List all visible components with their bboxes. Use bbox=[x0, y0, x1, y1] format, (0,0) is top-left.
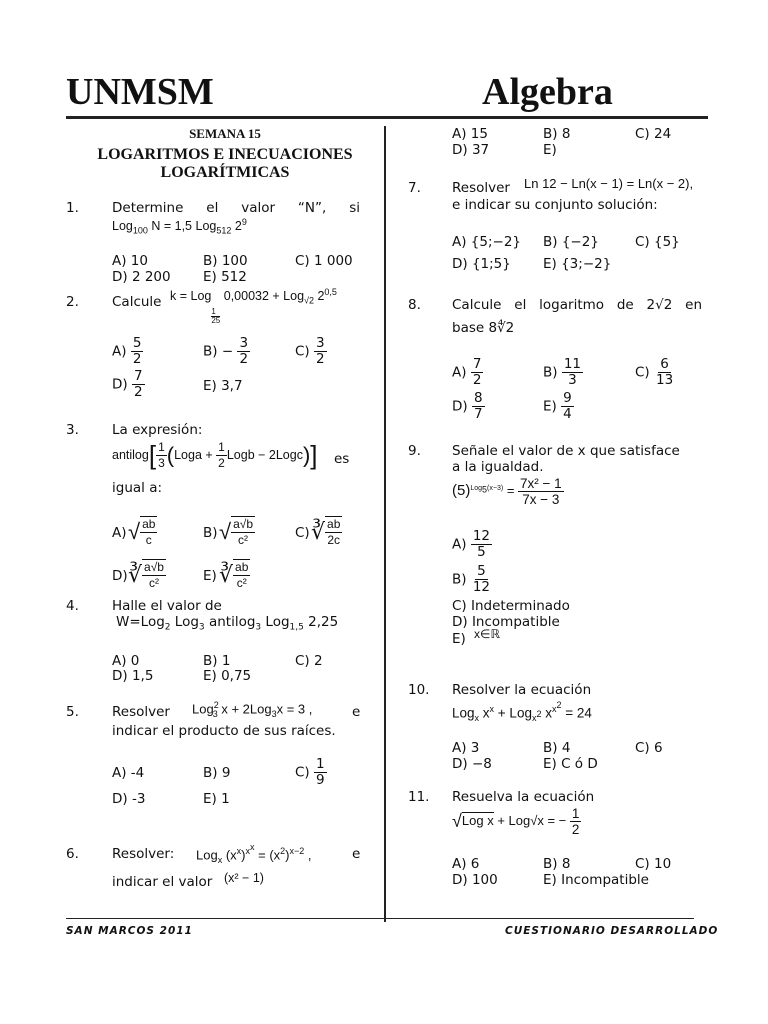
question-expression: √Log x + Log√x = − $\frac{1}{2}$ bbox=[452, 806, 580, 837]
question-expression: Log$_x$ $x^x + Log_{x^2}$ $x^{x^2} = 24$ bbox=[452, 700, 592, 724]
question-text: Determine el valor “N”, si bbox=[112, 200, 360, 216]
option-a: A) 6 bbox=[452, 856, 480, 872]
option-d: D) bbox=[112, 568, 128, 584]
question-number: 10. bbox=[408, 682, 430, 698]
option-e: E) bbox=[203, 568, 217, 584]
question-number: 1. bbox=[66, 200, 79, 216]
option-a: A) $\frac{7}{2}$ bbox=[452, 356, 482, 388]
option-d: D) −8 bbox=[452, 756, 492, 772]
column-divider bbox=[384, 126, 386, 922]
option-b: B) $\frac{11}{3}$ bbox=[543, 356, 582, 388]
option-d: D) 100 bbox=[452, 872, 498, 888]
footer-rule bbox=[66, 918, 694, 919]
header-rule bbox=[66, 116, 708, 119]
option-e: E) 512 bbox=[203, 269, 247, 285]
option-c: C) 10 bbox=[635, 856, 672, 872]
option-d: D) 2 200 bbox=[112, 269, 171, 285]
question-text: Señale el valor de x que satisface bbox=[452, 443, 680, 459]
option-e: E) 1 bbox=[203, 791, 230, 807]
option-b: B) 4 bbox=[543, 740, 571, 756]
topic-title-line1: LOGARITMOS E INECUACIONES bbox=[97, 146, 353, 163]
option-e: E) {3;−2} bbox=[543, 256, 612, 272]
option-b: B) 9 bbox=[203, 765, 231, 781]
question-text: Resolver: bbox=[112, 846, 175, 862]
option-a: A) $\frac{12}{5}$ bbox=[452, 528, 490, 560]
option-a-expression: √ $\frac{ab}{c}$ bbox=[128, 517, 156, 547]
option-a: A) 10 bbox=[112, 253, 148, 269]
option-b: B) 100 bbox=[203, 253, 248, 269]
header-title-right: Algebra bbox=[482, 71, 613, 113]
option-b: B) $\frac{5}{12}$ bbox=[452, 563, 491, 595]
question-text: e indicar su conjunto solución: bbox=[452, 197, 658, 213]
question-number: 6. bbox=[66, 846, 79, 862]
question-number: 7. bbox=[408, 180, 421, 196]
option-d: D) $\frac{8}{7}$ bbox=[452, 390, 483, 422]
option-d-expression: ∛ $\frac{a√b}{\text{c²}}$ bbox=[128, 560, 164, 590]
option-c: C) 1 000 bbox=[295, 253, 353, 269]
week-label: SEMANA 15 bbox=[189, 126, 261, 141]
option-b: B) 8 bbox=[543, 856, 571, 872]
question-text: Calcule el logaritmo de 2√2 en bbox=[452, 297, 702, 313]
option-c: C) {5} bbox=[635, 234, 680, 250]
option-a: A) 15 bbox=[452, 126, 488, 142]
topic-title-line2: LOGARÍTMICAS bbox=[160, 164, 290, 181]
question-expression: W=Log$_2$ Log$_3$ antilog$_3$ Log$_{1,5}$ 2,25 bbox=[116, 614, 339, 633]
option-a: A) $\frac{5}{2}$ bbox=[112, 335, 142, 367]
option-a: A) -4 bbox=[112, 765, 145, 781]
option-c: C) Indeterminado bbox=[452, 598, 570, 614]
option-b: B) bbox=[203, 525, 218, 541]
question-text: Calcule bbox=[112, 294, 162, 310]
option-e: E) bbox=[452, 631, 466, 647]
question-text: a la igualdad. bbox=[452, 459, 544, 475]
option-e-expression: ∛ $\frac{ab}{\text{c²}}$ bbox=[219, 560, 249, 590]
question-text: Resuelva la ecuación bbox=[452, 789, 595, 805]
question-expression: Log$_{100}$ N = 1,5 Log$_{512}$ $2^9$ bbox=[112, 217, 247, 236]
option-c: C) 24 bbox=[635, 126, 672, 142]
question-text: Halle el valor de bbox=[112, 598, 222, 614]
question-expression: Log$_x$ $(x^x)^{x^x} = (x^2)^{x-2}$ , bbox=[196, 842, 312, 865]
option-c: C) $\frac{3}{2}$ bbox=[295, 335, 325, 367]
question-number: 3. bbox=[66, 422, 79, 438]
question-number: 9. bbox=[408, 443, 421, 459]
question-text: La expresión: bbox=[112, 422, 203, 438]
question-number: 4. bbox=[66, 598, 79, 614]
option-d: D) 37 bbox=[452, 142, 490, 158]
option-e: E) 3,7 bbox=[203, 378, 243, 394]
question-number: 2. bbox=[66, 294, 79, 310]
option-b: B) − $\frac{3}{2}$ bbox=[203, 335, 249, 367]
option-e: E) bbox=[543, 142, 557, 158]
option-c: C) $\frac{6}{13}$ bbox=[635, 356, 674, 388]
option-d: D) -3 bbox=[112, 791, 146, 807]
header-title-left: UNMSM bbox=[66, 71, 214, 113]
option-a: A) 3 bbox=[452, 740, 480, 756]
question-text: indicar el producto de sus raíces. bbox=[112, 723, 336, 739]
option-d: D) Incompatible bbox=[452, 614, 560, 630]
option-d: D) $\frac{7}{2}$ bbox=[112, 368, 143, 400]
option-e: E) 0,75 bbox=[203, 668, 252, 684]
question-text: Resolver bbox=[112, 704, 170, 720]
question-expression: Log$^2_3$ x + 2Log$_3$x = 3 , bbox=[192, 700, 313, 719]
question-number: 11. bbox=[408, 789, 430, 805]
question-expression: $(5)^{Log_5(x-3)}$ = $\frac{\text{7x² − 1}}{7x - 3}$ bbox=[452, 476, 562, 507]
question-text: indicar el valor bbox=[112, 874, 213, 890]
question-expression: k = Log $_{\frac{1}{25}}$ 0,00032 + Log$_{√2}$ 2$^{0,5}$ bbox=[170, 287, 337, 325]
option-e: E) $\frac{9}{4}$ bbox=[543, 390, 572, 422]
question-expression: antilog[ $\frac{1}{3}$ (Loga + $\frac{1}{2}$ Logb − 2Logc)] bbox=[112, 440, 318, 470]
option-b-expression: √ $\frac{a√b}{\text{c²}}$ bbox=[219, 517, 254, 547]
question-number: 8. bbox=[408, 297, 421, 313]
option-c: C) $\frac{1}{9}$ bbox=[295, 756, 325, 788]
option-a: A) {5;−2} bbox=[452, 234, 522, 250]
option-c: C) 6 bbox=[635, 740, 663, 756]
question-text-tail: e bbox=[352, 846, 361, 862]
option-c: C) bbox=[295, 525, 310, 541]
option-d: D) {1;5} bbox=[452, 256, 511, 272]
option-e-expression: x∈ℝ bbox=[474, 627, 500, 641]
question-text-after: es bbox=[334, 451, 350, 467]
footer-left: SAN MARCOS 2011 bbox=[66, 925, 193, 937]
question-text: Resolver bbox=[452, 180, 510, 196]
option-b: B) 8 bbox=[543, 126, 571, 142]
option-a: A) bbox=[112, 525, 127, 541]
option-a: A) 0 bbox=[112, 653, 140, 669]
option-d: D) 1,5 bbox=[112, 668, 154, 684]
option-b: B) {−2} bbox=[543, 234, 599, 250]
footer-right: CUESTIONARIO DESARROLLADO bbox=[505, 925, 719, 937]
question-expression: Ln 12 − Ln(x − 1) = Ln(x − 2), bbox=[524, 176, 694, 191]
option-e: E) Incompatible bbox=[543, 872, 649, 888]
question-text: Resolver la ecuación bbox=[452, 682, 592, 698]
question-expression-2: (x² − 1) bbox=[224, 871, 264, 885]
question-text-tail: e bbox=[352, 704, 361, 720]
option-c: C) 2 bbox=[295, 653, 323, 669]
option-b: B) 1 bbox=[203, 653, 231, 669]
question-text: igual a: bbox=[112, 480, 163, 496]
option-c-expression: ∛ $\frac{ab}{2c}$ bbox=[311, 517, 341, 547]
option-e: E) C ó D bbox=[543, 756, 598, 772]
question-text: base 8∜2 bbox=[452, 320, 515, 336]
question-number: 5. bbox=[66, 704, 79, 720]
